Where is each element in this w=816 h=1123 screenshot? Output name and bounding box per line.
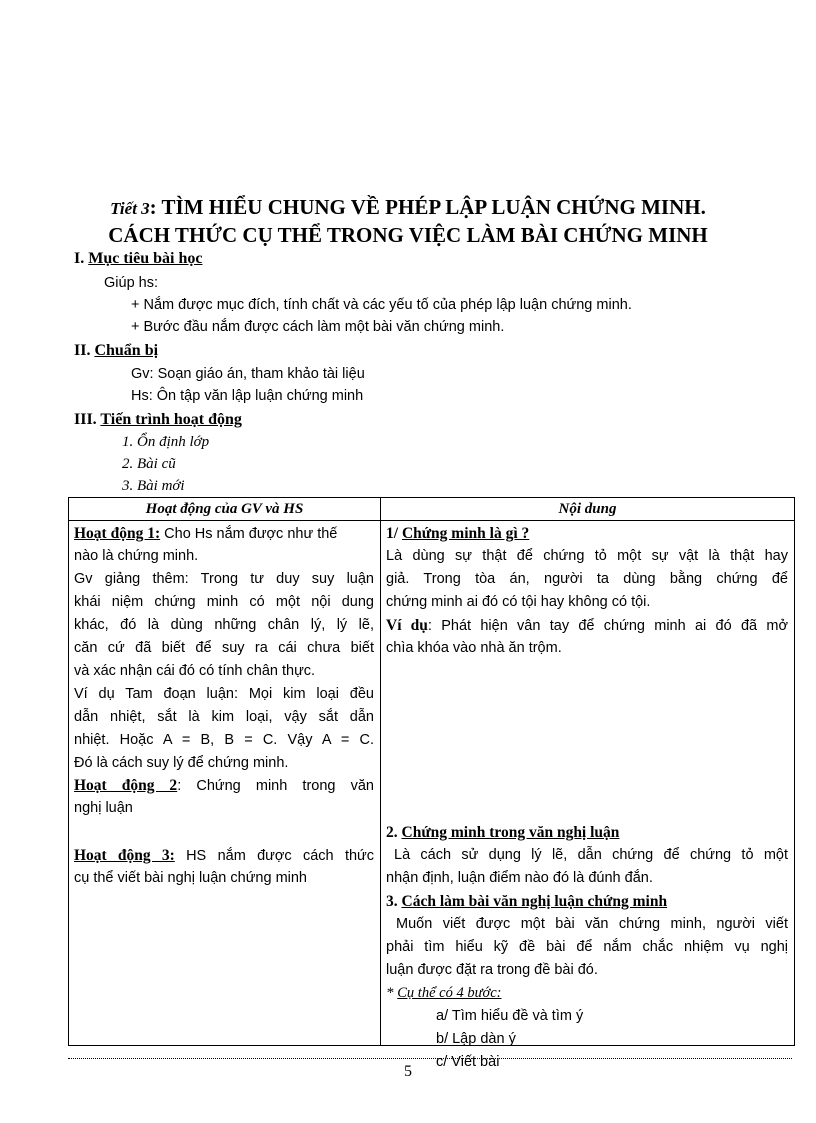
steps-heading [386, 982, 788, 1005]
header-content: Nội dung [381, 498, 795, 521]
section-3-item-2: 2. Bài cũ [122, 456, 176, 472]
activities-cell [69, 521, 381, 1046]
content-3-line-1: Muốn viết được một bài văn chứng minh, người viết [396, 916, 788, 932]
section-3-heading [74, 411, 242, 429]
activity-2-line2: nghị luận [74, 800, 133, 816]
section-1-number: I. [74, 250, 89, 267]
section-2-title: Chuẩn bị [94, 342, 159, 359]
content-2-heading [386, 821, 788, 845]
activity-1-text: Cho Hs nắm được như thế [160, 526, 338, 542]
content-1-heading [386, 522, 788, 546]
content-1-number: 1/ [386, 525, 402, 542]
activity-1-line1 [74, 522, 374, 546]
lesson-title-text: : TÌM HIỂU CHUNG VỀ PHÉP LẬP LUẬN CHỨNG MINH. [149, 195, 706, 219]
section-2-number: II. [74, 342, 95, 359]
step-c: c/ Viết bài [436, 1054, 500, 1070]
activity-3-line1 [74, 844, 374, 868]
content-1-line-3: chứng minh ai đó có tội hay không có tội. [386, 594, 651, 610]
content-2-line-2: nhận định, luận điểm nào đó là đúnh đắn. [386, 870, 653, 886]
example-line-2: dẫn nhiệt, sắt là kim loại, vậy sắt dẫn [74, 709, 374, 725]
example-line-3: nhiệt. Hoặc A = B, B = C. Vậy A = C. [74, 732, 374, 748]
header-activities: Hoạt động của GV và HS [69, 498, 381, 521]
content-1-line-1: Là dùng sự thật để chứng tỏ một sự vật là thật hay [386, 548, 788, 564]
step-a: a/ Tìm hiểu đề và tìm ý [436, 1008, 584, 1024]
activity-3-label: Hoạt động 3: [74, 847, 175, 864]
activity-1-label: Hoạt động 1: [74, 525, 161, 542]
lesson-number: Tiết 3 [110, 199, 150, 218]
content-3-line-3: luận được đặt ra trong đề bài đó. [386, 962, 598, 978]
example-line-4: Đó là cách suy lý để chứng minh. [74, 755, 289, 771]
section-2-heading [74, 342, 158, 360]
section-1-item-2: + Bước đầu nắm được cách làm một bài văn chứng minh. [131, 319, 505, 335]
gv-line-2: khái niệm chứng minh có một nội dung [74, 594, 374, 610]
example-label: Ví dụ [386, 617, 428, 634]
section-2-item-2: Hs: Ôn tập văn lập luận chứng minh [131, 388, 364, 404]
section-1-item-1: + Nắm được mục đích, tính chất và các yếu tố của phép lập luận chứng minh. [131, 297, 632, 313]
steps-label: Cụ thể có 4 bước: [397, 985, 502, 1001]
section-3-item-3: 3. Bài mới [122, 478, 185, 494]
activity-3-line2: cụ thể viết bài nghị luận chứng minh [74, 870, 307, 886]
gv-line-4: căn cứ đã biết để suy ra cái chưa biết [74, 640, 374, 656]
content-1-line-2: giả. Trong tòa án, người ta dùng bằng chứng để [386, 571, 788, 587]
section-2-item-1: Gv: Soạn giáo án, tham khảo tài liệu [131, 366, 365, 382]
example-row-1 [386, 614, 788, 638]
section-3-title: Tiến trình hoạt động [100, 411, 242, 428]
content-1-title: Chứng minh là gì ? [401, 525, 530, 542]
content-2-title: Chứng minh trong văn nghị luận [401, 824, 620, 841]
example-row-2: chìa khóa vào nhà ăn trộm. [386, 640, 562, 656]
activity-2-label: Hoạt động 2 [74, 777, 178, 794]
example-text: : Phát hiện vân tay để chứng minh ai đó đã mở [427, 618, 788, 634]
activity-1-line2: nào là chứng minh. [74, 548, 199, 564]
gv-line-3: khác, đó là dùng những chân lý, lý lẽ, [74, 617, 374, 633]
content-2-line-1: Là cách sử dụng lý lẽ, dẫn chứng để chứng tỏ một [394, 847, 788, 863]
section-1-title: Mục tiêu bài học [88, 250, 203, 267]
activity-2-text: : Chứng minh trong văn [177, 778, 374, 794]
section-1-intro: Giúp hs: [104, 275, 158, 291]
example-line-1: Ví dụ Tam đoạn luận: Mọi kim loại đều [74, 686, 374, 702]
content-3-number: 3. [386, 893, 402, 910]
content-cell [381, 521, 795, 1070]
page-number: 5 [404, 1063, 412, 1080]
content-3-title: Cách làm bài văn nghị luận chứng minh [401, 893, 668, 910]
activity-3-text: HS nắm được cách thức [174, 848, 375, 864]
content-3-heading [386, 890, 788, 914]
content-3-line-2: phải tìm hiểu kỹ đề bài để nắm chắc nhiệm vụ nghị [386, 939, 788, 955]
steps-star: * [386, 985, 398, 1001]
section-1-heading [74, 250, 202, 268]
activity-2-line1 [74, 774, 374, 798]
table-body-row [69, 521, 795, 1046]
footer-divider [68, 1058, 792, 1059]
gv-line-1: Gv giảng thêm: Trong tư duy suy luận [74, 571, 374, 587]
section-3-number: III. [74, 411, 101, 428]
step-b: b/ Lập dàn ý [436, 1031, 516, 1047]
section-3-item-1: 1. Ổn định lớp [122, 434, 210, 450]
lesson-table [68, 497, 795, 1070]
lesson-title-line2: CÁCH THỨC CỤ THỂ TRONG VIỆC LÀM BÀI CHỨNG MINH [108, 223, 708, 247]
table-header-row [69, 498, 795, 521]
lesson-title-line1 [0, 193, 816, 223]
gv-line-5: và xác nhận cái đó có tính chân thực. [74, 663, 316, 679]
content-2-number: 2. [386, 824, 402, 841]
